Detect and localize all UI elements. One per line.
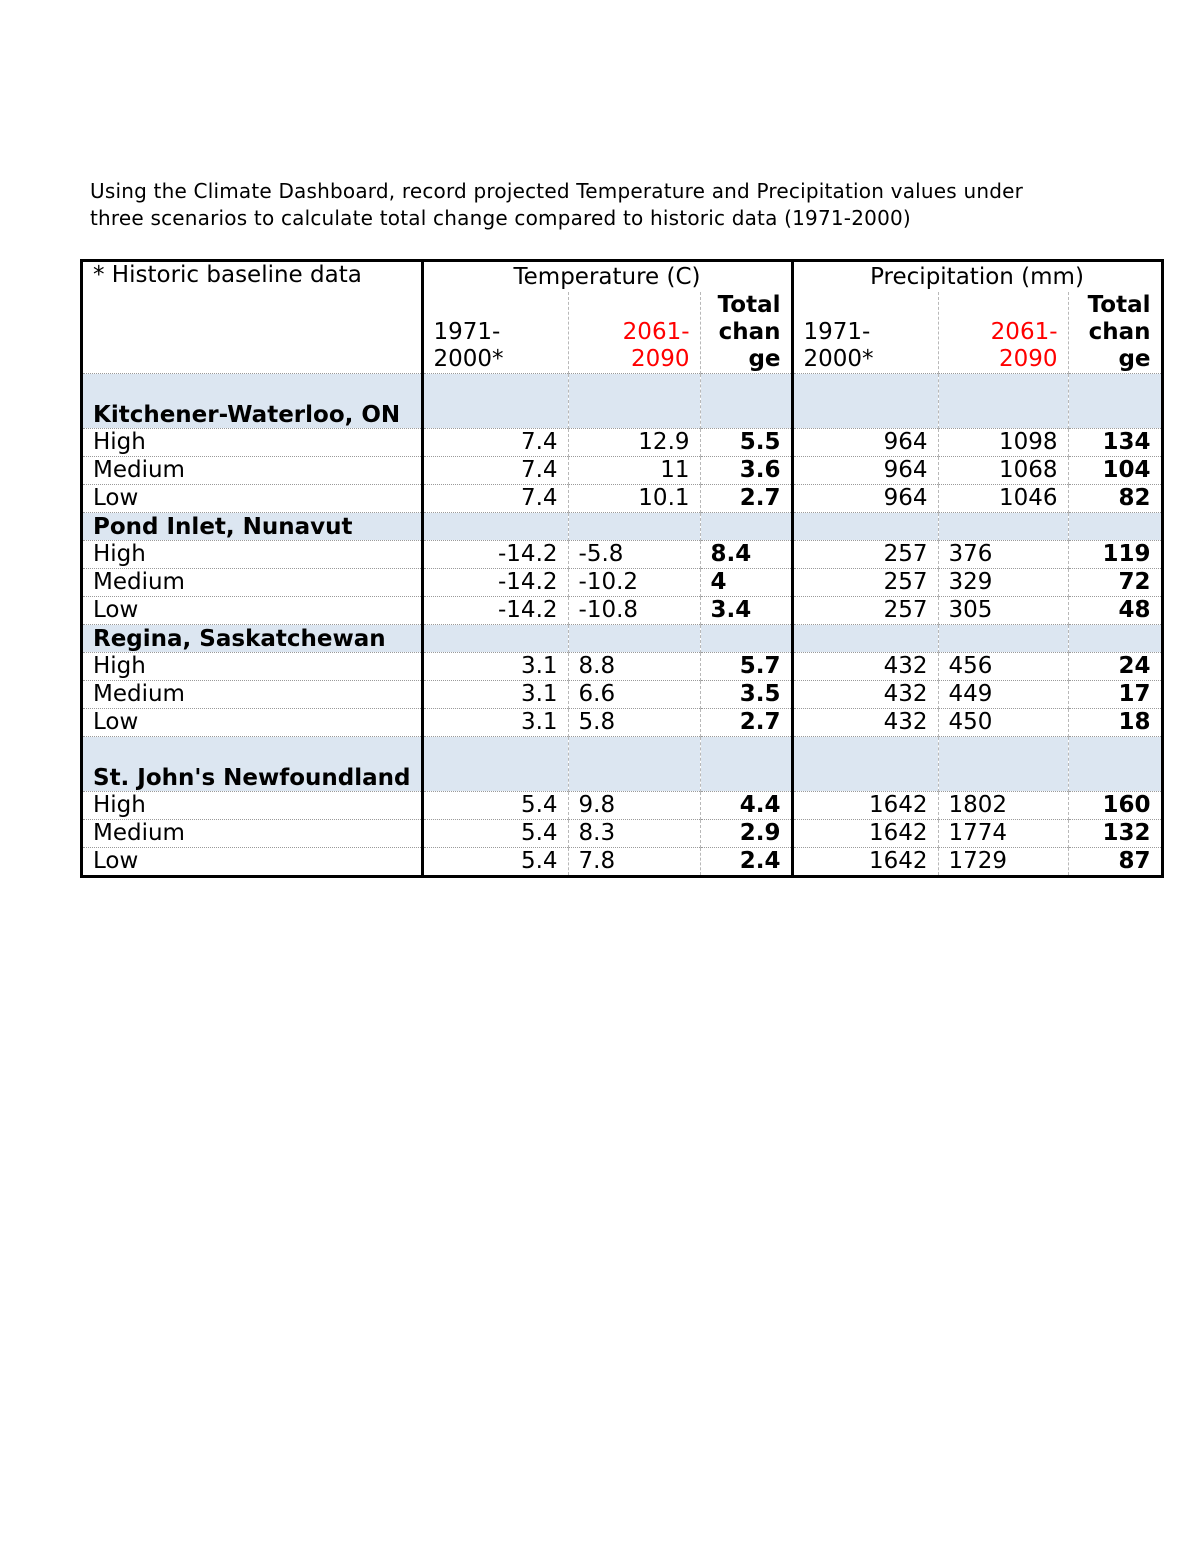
precip-change-value: 24 [1068,653,1162,681]
precip-projection-value: 1729 [938,848,1068,877]
temp-baseline-value: 5.4 [422,792,568,820]
scenario-label: Medium [82,681,423,709]
precip-projection-value: 456 [938,653,1068,681]
scenario-label: High [82,653,423,681]
temp-change-value: 5.5 [700,429,792,457]
scenario-row [82,792,1163,820]
temp-change-value: 8.4 [700,541,792,569]
scenario-label: High [82,792,423,820]
precip-projection-value: 329 [938,569,1068,597]
precip-baseline-value: 257 [792,569,938,597]
location-header-empty-cell [568,625,700,653]
temp-projection-value: 5.8 [568,709,700,737]
temp-projection-value: 8.3 [568,820,700,848]
scenario-row [82,485,1163,513]
temp-baseline-header: 1971- 2000* [422,292,568,374]
temp-projection-value: 12.9 [568,429,700,457]
location-name: Pond Inlet, Nunavut [82,513,423,541]
scenario-row [82,429,1163,457]
temp-change-value: 2.4 [700,848,792,877]
precip-change-value: 119 [1068,541,1162,569]
temp-change-value: 2.7 [700,709,792,737]
location-header-empty-cell [792,625,938,653]
temp-change-value: 2.9 [700,820,792,848]
scenario-row [82,681,1163,709]
location-header-empty-cell [938,513,1068,541]
location-header-empty-cell [422,374,568,429]
precip-baseline-value: 964 [792,429,938,457]
temp-change-value: 3.4 [700,597,792,625]
precip-projection-value: 305 [938,597,1068,625]
location-header-empty-cell [938,374,1068,429]
temp-change-value: 3.5 [700,681,792,709]
scenario-row [82,569,1163,597]
temp-baseline-value: -14.2 [422,597,568,625]
scenario-label: Medium [82,820,423,848]
location-header-empty-cell [422,737,568,792]
scenario-row [82,709,1163,737]
scenario-row [82,848,1163,877]
location-header-empty-cell [792,374,938,429]
scenario-row [82,820,1163,848]
location-header-empty-cell [938,737,1068,792]
temp-total-change-header: Total chan ge [700,292,792,374]
temp-baseline-value: 7.4 [422,457,568,485]
temp-projection-value: 11 [568,457,700,485]
precip-baseline-value: 1642 [792,792,938,820]
location-header-empty-cell [700,625,792,653]
scenario-row [82,541,1163,569]
precipitation-header: Precipitation (mm) [792,261,1162,293]
location-header-row [82,513,1163,541]
precip-baseline-value: 964 [792,457,938,485]
location-name: St. John's Newfoundland [82,737,423,792]
location-header-empty-cell [568,374,700,429]
scenario-label: High [82,429,423,457]
precip-change-value: 134 [1068,429,1162,457]
location-header-empty-cell [792,737,938,792]
precip-projection-value: 376 [938,541,1068,569]
precip-baseline-value: 964 [792,485,938,513]
instructions-line-1: Using the Climate Dashboard, record projected Temperature and Precipitation values under [90,179,1024,203]
location-header-empty-cell [792,513,938,541]
scenario-row [82,653,1163,681]
temp-baseline-value: 3.1 [422,653,568,681]
precip-projection-value: 1046 [938,485,1068,513]
precip-projection-value: 450 [938,709,1068,737]
scenario-label: Low [82,848,423,877]
precip-baseline-value: 432 [792,709,938,737]
location-name: Kitchener-Waterloo, ON [82,374,423,429]
scenario-label: Low [82,485,423,513]
temp-change-value: 4 [700,569,792,597]
precip-change-value: 18 [1068,709,1162,737]
temp-change-value: 3.6 [700,457,792,485]
temp-projection-value: -10.2 [568,569,700,597]
precip-baseline-value: 1642 [792,848,938,877]
scenario-label: Medium [82,569,423,597]
temp-projection-value: 6.6 [568,681,700,709]
location-header-empty-cell [1068,737,1162,792]
temp-projection-value: -5.8 [568,541,700,569]
precip-change-value: 48 [1068,597,1162,625]
precip-projection-value: 449 [938,681,1068,709]
location-header-empty-cell [422,625,568,653]
scenario-row [82,457,1163,485]
precip-baseline-value: 432 [792,653,938,681]
temp-change-value: 5.7 [700,653,792,681]
location-header-empty-cell [422,513,568,541]
temp-projection-value: -10.8 [568,597,700,625]
scenario-label: Low [82,709,423,737]
climate-data-table [80,259,1164,878]
location-header-empty-cell [938,625,1068,653]
instructions-line-2: three scenarios to calculate total change compared to historic data (1971-2000) [90,206,911,230]
temp-projection-value: 9.8 [568,792,700,820]
location-header-empty-cell [568,513,700,541]
location-header-empty-cell [568,737,700,792]
temp-baseline-value: 3.1 [422,681,568,709]
temperature-header: Temperature (C) [422,261,792,293]
temp-projection-value: 7.8 [568,848,700,877]
location-header-row [82,625,1163,653]
precip-projection-value: 1098 [938,429,1068,457]
scenario-row [82,597,1163,625]
temp-baseline-value: 5.4 [422,848,568,877]
location-header-row [82,737,1163,792]
precip-total-change-header: Total chan ge [1068,292,1162,374]
precip-change-value: 17 [1068,681,1162,709]
instructions [90,178,1130,232]
temp-baseline-value: 7.4 [422,429,568,457]
temp-projection-value: 10.1 [568,485,700,513]
scenario-label: High [82,541,423,569]
temp-baseline-value: 7.4 [422,485,568,513]
precip-change-value: 104 [1068,457,1162,485]
precip-change-value: 82 [1068,485,1162,513]
scenario-label: Low [82,597,423,625]
temp-projection-header: 2061- 2090 [568,292,700,374]
temp-change-value: 4.4 [700,792,792,820]
location-header-empty-cell [1068,513,1162,541]
precip-change-value: 132 [1068,820,1162,848]
precip-projection-value: 1802 [938,792,1068,820]
scenario-label: Medium [82,457,423,485]
precip-change-value: 72 [1068,569,1162,597]
location-name: Regina, Saskatchewan [82,625,423,653]
precip-baseline-value: 257 [792,541,938,569]
precip-projection-value: 1068 [938,457,1068,485]
temp-baseline-value: -14.2 [422,541,568,569]
header-row [82,261,1163,293]
precip-projection-header: 2061- 2090 [938,292,1068,374]
precip-baseline-value: 432 [792,681,938,709]
temp-baseline-value: 5.4 [422,820,568,848]
precip-projection-value: 1774 [938,820,1068,848]
location-header-row [82,374,1163,429]
location-header-empty-cell [700,513,792,541]
temp-baseline-value: 3.1 [422,709,568,737]
location-header-empty-cell [1068,374,1162,429]
temp-projection-value: 8.8 [568,653,700,681]
baseline-note-cell [82,261,423,374]
location-header-empty-cell [700,737,792,792]
location-header-empty-cell [700,374,792,429]
precip-baseline-value: 257 [792,597,938,625]
precip-baseline-value: 1642 [792,820,938,848]
precip-change-value: 160 [1068,792,1162,820]
location-header-empty-cell [1068,625,1162,653]
temp-change-value: 2.7 [700,485,792,513]
precip-change-value: 87 [1068,848,1162,877]
temp-baseline-value: -14.2 [422,569,568,597]
baseline-note: * Historic baseline data [93,262,362,288]
precip-baseline-header: 1971- 2000* [792,292,938,374]
